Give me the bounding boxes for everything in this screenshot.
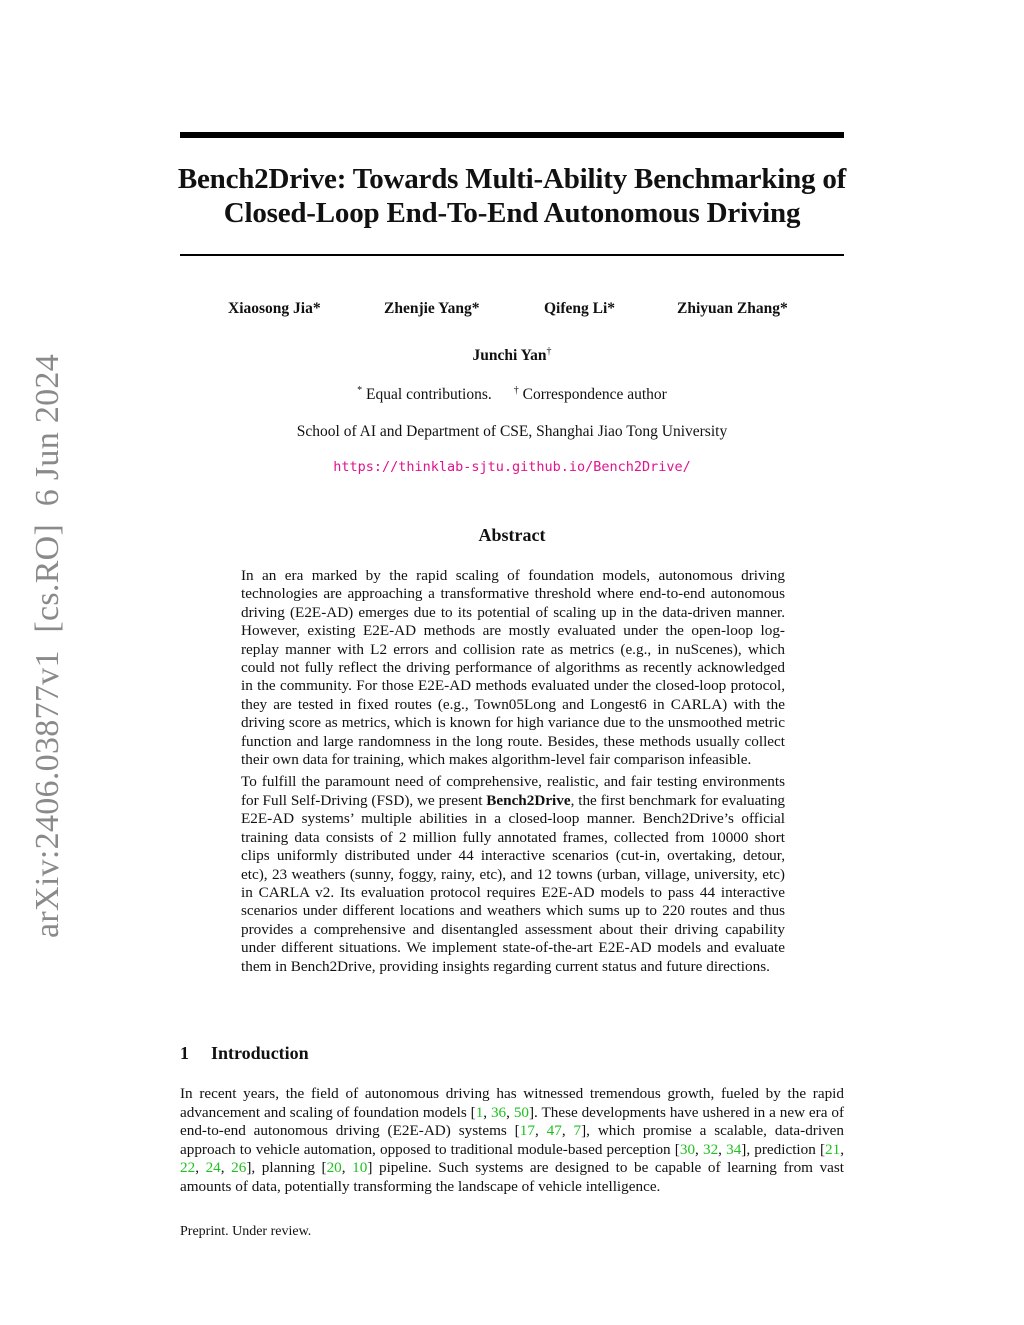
correspondence-mark: † xyxy=(546,346,552,357)
paper-title xyxy=(150,162,874,230)
abstract-body xyxy=(241,567,785,980)
citation-link[interactable]: 22 xyxy=(180,1159,196,1177)
correspondence-text: Correspondence author xyxy=(522,386,667,403)
abstract-paragraph-1: In an era marked by the rapid scaling of foundation models, autonomous driving technologies are approaching a transformative threshold where end-to-end autonomous driving (E2E-AD) emerges due to its potential of scaling up in the data-driven manner. However, existing E2E-AD methods are mostly evaluated under the open-loop log-replay manner with L2 errors and collision rate as metrics (e.g., in nuScenes), which could not fully reflect the driving performance of algorithms as recently acknowledged in the community. For those E2E-AD methods evaluated under the closed-loop protocol, they are tested in fixed routes (e.g., Town05Long and Longest6 in CARLA) with the driving score as metrics, which is known for high variance due to the unsmoothed metric function and large randomness in the long route. Besides, these methods usually collect their own data for training, which makes algorithm-level fair comparison infeasible. xyxy=(241,567,785,769)
intro-text: ], which promise a scalable, data-driven approach to vehicle automation, opposed to traditional module-based perception [ xyxy=(180,1122,845,1158)
section-title: Introduction xyxy=(211,1043,309,1063)
author-row xyxy=(180,300,844,322)
citation-link[interactable]: 30 xyxy=(679,1140,696,1158)
affiliation: School of AI and Department of CSE, Shanghai Jiao Tong University xyxy=(296,423,728,440)
citation-link[interactable]: 36 xyxy=(490,1103,507,1121)
project-url-link[interactable]: https://thinklab-sjtu.github.io/Bench2Drive/ xyxy=(333,459,691,475)
citation-link[interactable]: 7 xyxy=(573,1122,582,1140)
author-5 xyxy=(0,347,1024,365)
abstract-p2-text-2: , the first benchmark for evaluating E2E-AD systems’ multiple abilities in a closed-loop manner. Bench2Drive’s official training data consists of 2 million fully annotated frames, collected from 10000 short clips uniformly distributed under 44 interactive scenarios (cut-in, overtaking, detour, etc), 23 weathers (sunny, foggy, rainy, etc), and 12 towns (urban, village, university, etc) in CARLA v2. Its evaluation protocol requires E2E-AD models to pass 44 interactive scenarios under different locations and weathers which sums up to 220 routes and thus provides a comprehensive and disentangled assessment about their driving capability under different situations. We implement state-of-the-art E2E-AD models and evaluate them in Bench2Drive, providing insights regarding current status and future directions. xyxy=(241,791,786,975)
introduction-body xyxy=(180,1085,844,1197)
intro-text: In recent years, the field of autonomous driving has witnessed tremendous growth, fueled by the rapid advancement and scaling of foundation models [ xyxy=(180,1085,844,1121)
contribution-note xyxy=(0,386,1024,404)
author-2: Zhenjie Yang* xyxy=(384,300,480,317)
abstract-paragraph-2 xyxy=(241,773,785,975)
arxiv-date: 6 Jun 2024 xyxy=(29,353,66,507)
citation-link[interactable]: 26 xyxy=(231,1159,247,1177)
equal-contribution-mark: * xyxy=(357,385,363,396)
correspondence-note-mark: † xyxy=(513,385,519,396)
abstract-heading: Abstract xyxy=(478,525,546,545)
author-1: Xiaosong Jia* xyxy=(228,300,321,317)
intro-paragraph: In recent years, the field of autonomous driving has witnessed tremendous growth, fueled by the rapid advancement and scaling of foundation models [1, 36, 50]. These developments have ushered in a new era of end-to-end autonomous driving (E2E-AD) systems [17, 47, 7], which promise a scalable, data-driven approach to vehicle automation, opposed to traditional module-based perception [30, 32, 34], prediction [21, 22, 24, 26], planning [20, 10] pipeline. Such systems are designed to be capable of learning from vast amounts of data, potentially transforming the landscape of vehicle intelligence. xyxy=(180,1085,845,1195)
section-heading-introduction xyxy=(180,1043,309,1064)
author-5-name: Junchi Yan xyxy=(472,347,547,364)
arxiv-sidebar-stamp xyxy=(29,354,67,938)
author-3: Qifeng Li* xyxy=(544,300,616,317)
arxiv-id: arXiv:2406.03877v1 xyxy=(29,650,66,939)
title-top-rule xyxy=(180,132,844,138)
author-4: Zhiyuan Zhang* xyxy=(677,300,788,317)
title-bottom-rule xyxy=(180,254,844,256)
citation-link[interactable]: 47 xyxy=(546,1122,562,1140)
arxiv-category: [cs.RO] xyxy=(29,523,66,633)
intro-text: ], planning [ xyxy=(246,1159,327,1177)
citation-link[interactable]: 10 xyxy=(352,1159,368,1177)
citation-link[interactable]: 24 xyxy=(205,1159,221,1177)
bench2drive-bold: Bench2Drive xyxy=(486,791,571,809)
equal-contribution-text: Equal contributions. xyxy=(366,386,492,403)
citation-link[interactable]: 17 xyxy=(519,1122,535,1140)
citation-link[interactable]: 32 xyxy=(702,1140,719,1158)
citation-link[interactable]: 1 xyxy=(475,1103,484,1121)
citation-link[interactable]: 34 xyxy=(726,1140,742,1158)
citation-link[interactable]: 50 xyxy=(513,1103,529,1121)
citation-link[interactable]: 21 xyxy=(825,1140,841,1158)
preprint-footer: Preprint. Under review. xyxy=(180,1224,312,1239)
intro-text: ], prediction [ xyxy=(741,1140,826,1158)
title-line-1: Bench2Drive: Towards Multi-Ability Benchmarking of xyxy=(177,163,847,195)
intro-text: ] pipeline. Such systems are designed to be capable of learning from vast amounts of data, potentially transforming the landscape of vehicle intelligence. xyxy=(180,1159,845,1195)
section-number: 1 xyxy=(180,1043,189,1063)
title-line-2: Closed-Loop End-To-End Autonomous Driving xyxy=(223,197,801,229)
abstract-p2-text-1: To fulfill the paramount need of comprehensive, realistic, and fair testing environments for Full Self-Driving (FSD), we present xyxy=(241,773,785,809)
intro-text: ]. These developments have ushered in a new era of end-to-end autonomous driving (E2E-AD) systems [ xyxy=(180,1103,844,1140)
citation-link[interactable]: 20 xyxy=(326,1159,342,1177)
